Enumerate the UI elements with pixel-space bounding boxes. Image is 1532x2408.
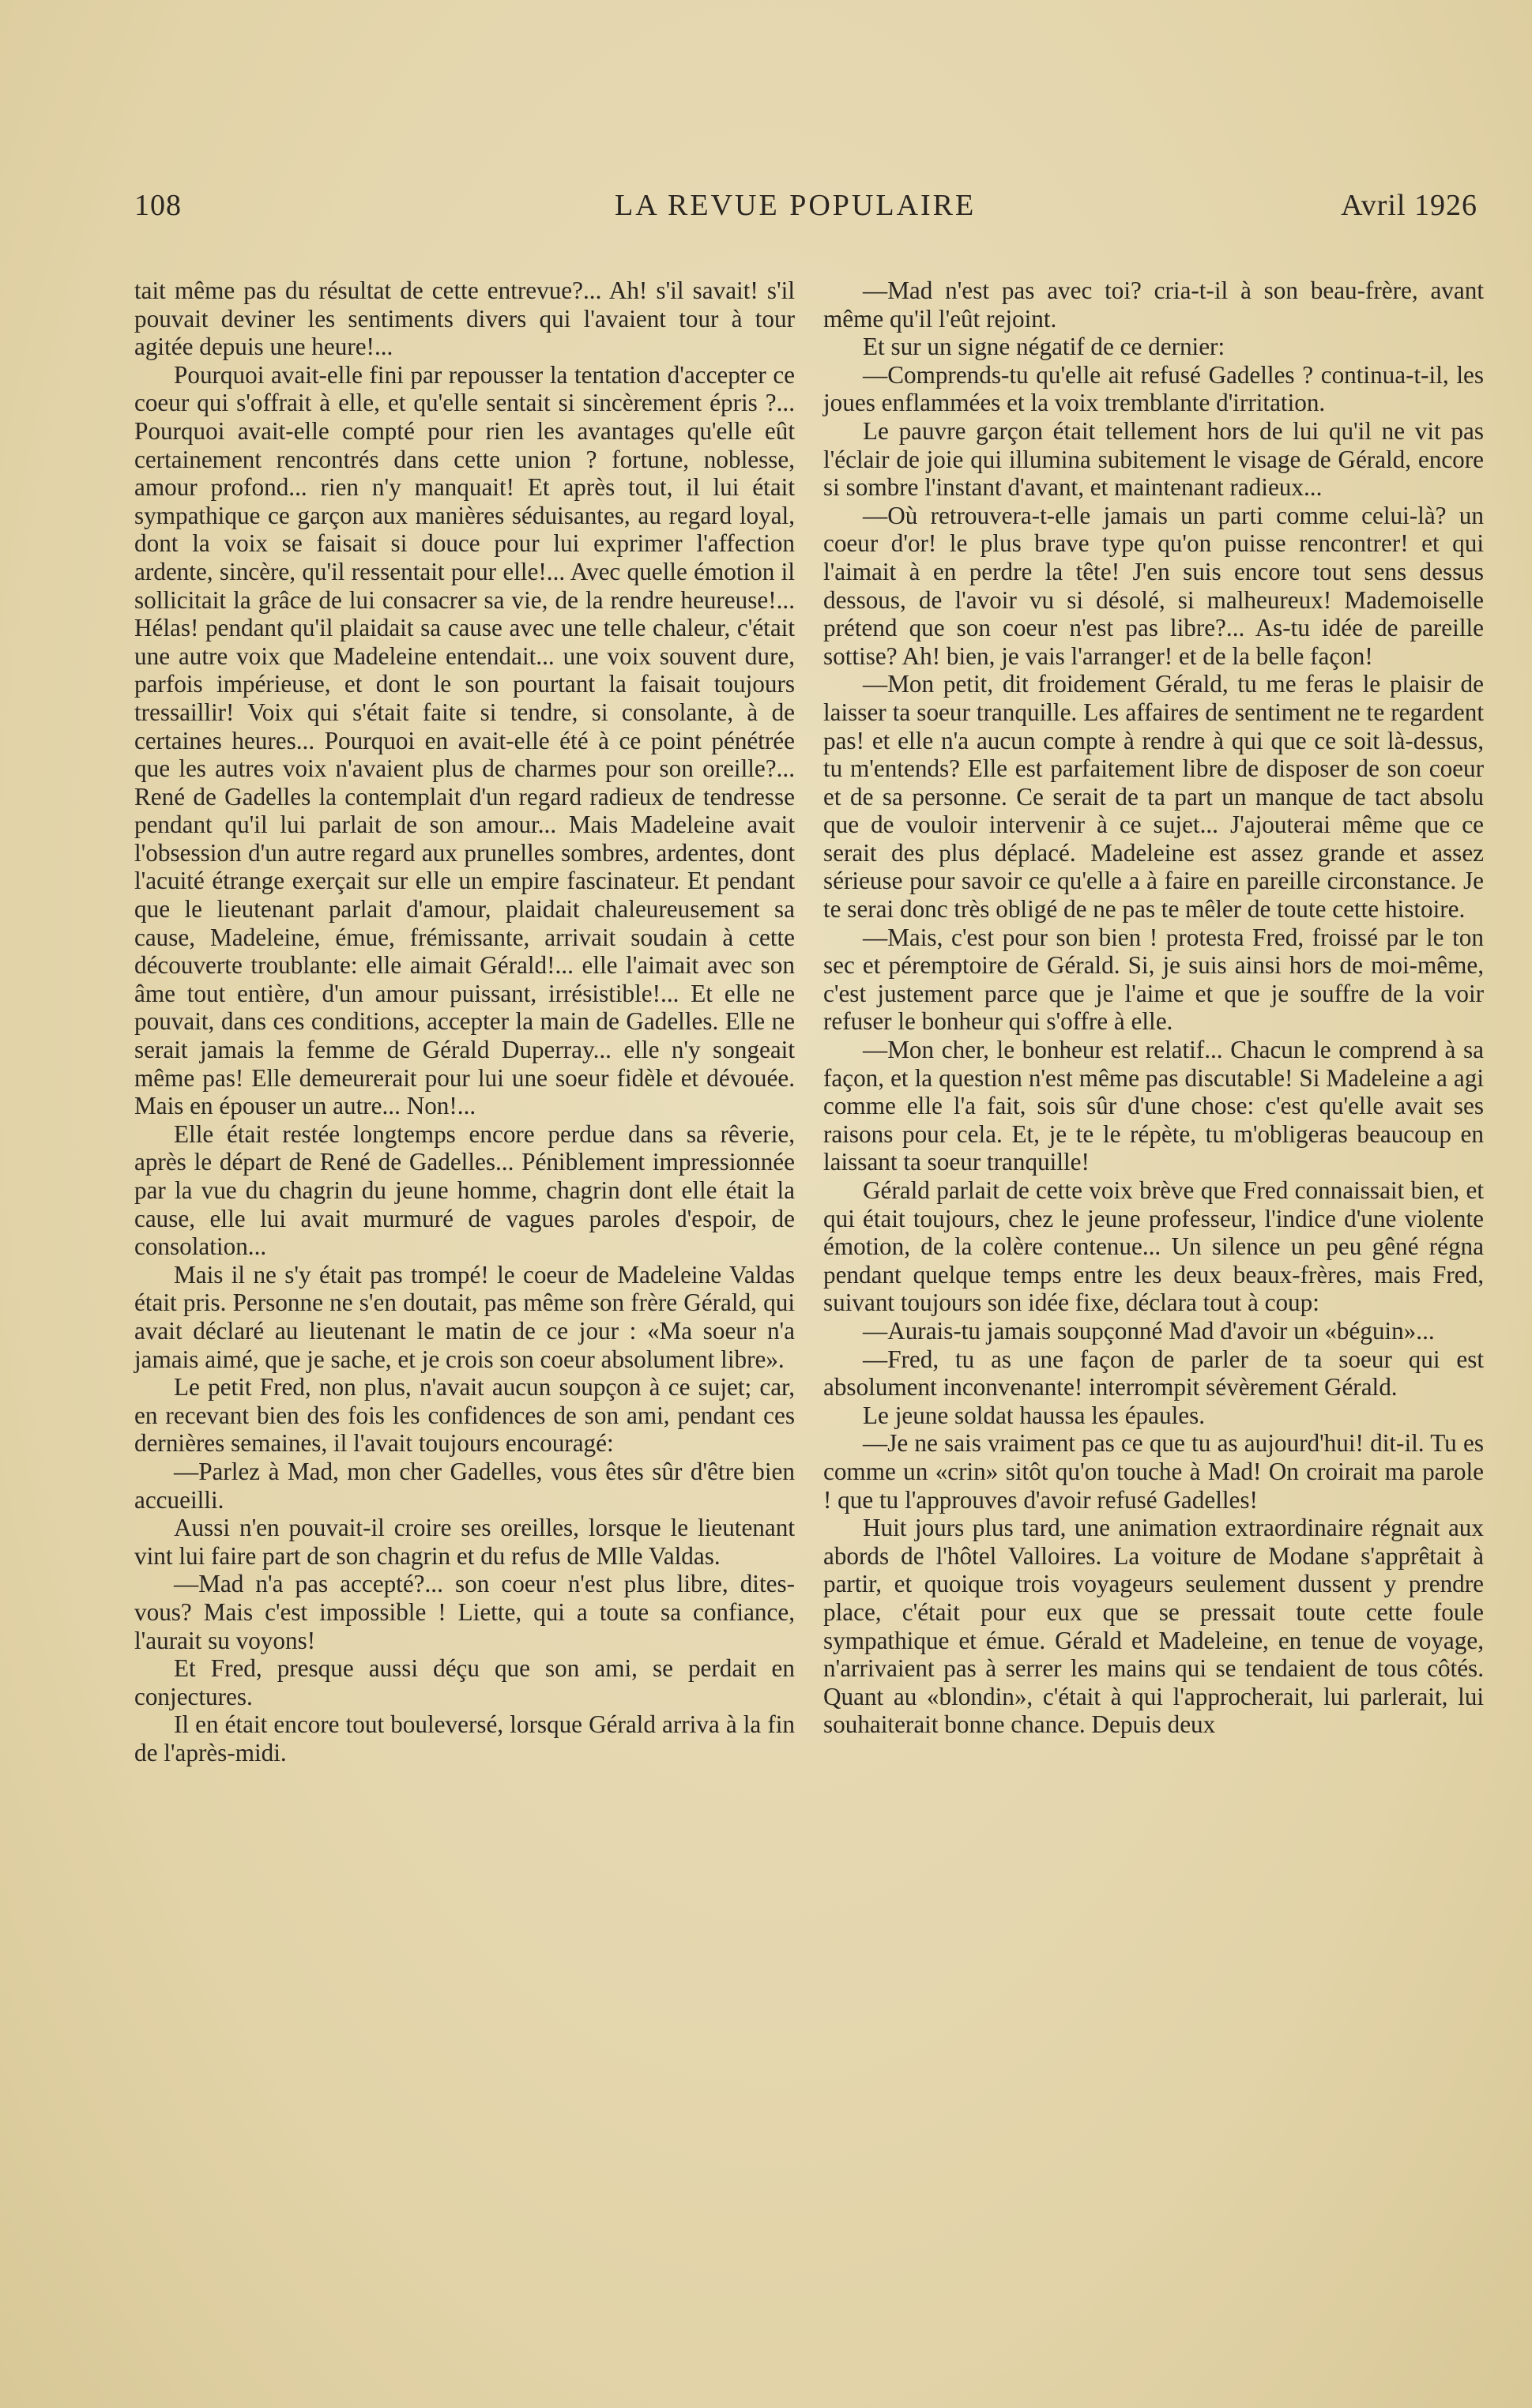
paragraph: Mais il ne s'y était pas trompé! le coeur de Madeleine Valdas était pris. Personne ne s'en doutait, pas même son frère Gérald, qui avait déclaré au lieutenant le matin de ce jour : «Ma soeur n'a jamais aimé, que je sache, et je crois son coeur absolument libre». bbox=[134, 1260, 795, 1373]
paragraph: —Mais, c'est pour son bien ! protesta Fred, froissé par le ton sec et péremptoire de Gérald. Si, je suis ainsi hors de moi-même, c'est justement parce que je l'aime et que je souffre de la voir refuser le bonheur qui s'offre à elle. bbox=[823, 923, 1484, 1036]
paragraph: Le jeune soldat haussa les épaules. bbox=[863, 1401, 1206, 1429]
paragraph: —Mad n'a pas accepté?... son coeur n'est plus libre, dites-vous? Mais c'est impossible ! Liette, qui a toute sa confiance, l'aurait su voyons! bbox=[134, 1570, 795, 1654]
left-column bbox=[134, 277, 795, 1766]
paragraph: Il en était encore tout bouleversé, lorsque Gérald arriva à la fin de l'après-midi. bbox=[134, 1710, 795, 1766]
right-column bbox=[823, 277, 1484, 1739]
paragraph: Le petit Fred, non plus, n'avait aucun soupçon à ce sujet; car, en recevant bien des fois les confidences de son ami, pendant ces dernières semaines, il l'avait toujours encouragé: bbox=[134, 1373, 795, 1458]
paragraph: Elle était restée longtemps encore perdue dans sa rêverie, après le départ de René de Gadelles... Péniblement impressionnée par la vue du chagrin du jeune homme, chagrin dont elle était la cause, elle lui avait murmuré de vagues paroles d'espoir, de consolation... bbox=[134, 1119, 795, 1261]
paragraph: Et Fred, presque aussi déçu que son ami, se perdait en conjectures. bbox=[134, 1654, 795, 1710]
paragraph: —Mon petit, dit froidement Gérald, tu me feras le plaisir de laisser ta soeur tranquille. Les affaires de sentiment ne te regardent pas! et elle n'a aucun compte à rendre à qui que ce soit là-dessus, tu m'entends? Elle est parfaitement libre de disposer de son coeur et de sa personne. Ce serait de ta part un manque de tact absolu que de vouloir intervenir à ce sujet... J'ajouterai même que ce serait des plus déplacé. Madeleine est assez grande et assez sérieuse pour savoir ce qu'elle a à faire en pareille circonstance. Je te serai donc très obligé de ne pas te mêler de toute cette histoire. bbox=[823, 670, 1484, 924]
paragraph: —Je ne sais vraiment pas ce que tu as aujourd'hui! dit-il. Tu es comme un «crin» sitôt qu'on touche à Mad! On croirait ma parole ! que tu l'approuves d'avoir refusé Gadelles! bbox=[823, 1429, 1484, 1514]
paragraph: Aussi n'en pouvait-il croire ses oreilles, lorsque le lieutenant vint lui faire part de son chagrin et du refus de Mlle Valdas. bbox=[134, 1514, 795, 1570]
paragraph: —Mon cher, le bonheur est relatif... Chacun le comprend à sa façon, et la question n'est même pas discutable! Si Madeleine a agi comme elle l'a fait, sois sûr d'une chose: c'est qu'elle avait ses raisons pour cela. Et, je te le répète, tu m'obligeras beaucoup en laissant ta soeur tranquille! bbox=[823, 1036, 1484, 1176]
issue-date: Avril 1926 bbox=[1341, 189, 1477, 222]
paragraph: —Comprends-tu qu'elle ait refusé Gadelles ? continua-t-il, les joues enflammées et la voix tremblante d'irritation. bbox=[823, 360, 1484, 417]
paragraph: —Mad n'est pas avec toi? cria-t-il à son beau-frère, avant même qu'il l'eût rejoint. bbox=[823, 277, 1484, 333]
paragraph: —Fred, tu as une façon de parler de ta soeur qui est absolument inconvenante! interrompit sévèrement Gérald. bbox=[823, 1345, 1484, 1402]
magazine-title: LA REVUE POPULAIRE bbox=[615, 189, 977, 222]
page-header bbox=[134, 188, 1477, 228]
paragraph: —Parlez à Mad, mon cher Gadelles, vous êtes sûr d'être bien accueilli. bbox=[134, 1457, 795, 1514]
page-number: 108 bbox=[134, 189, 182, 222]
paragraph: Le pauvre garçon était tellement hors de lui qu'il ne vit pas l'éclair de joie qui illumina subitement le visage de Gérald, encore si sombre l'instant d'avant, et maintenant radieux... bbox=[823, 416, 1484, 502]
paragraph: —Aurais-tu jamais soupçonné Mad d'avoir un «béguin»... bbox=[863, 1316, 1435, 1345]
paragraph: tait même pas du résultat de cette entrevue?... Ah! s'il savait! s'il pouvait deviner les sentiments divers qui l'avaient tour à tour agitée depuis une heure!... bbox=[134, 277, 795, 361]
paragraph: Pourquoi avait-elle fini par repousser la tentation d'accepter ce coeur qui s'offrait à elle, et qu'elle sentait si sincèrement épris ?... Pourquoi avait-elle compté pour rien les avantages qu'elle eût certainement rencontrés dans cette union ? fortune, noblesse, amour profond... rien n'y manquait! Et après tout, il lui était sympathique ce garçon aux manières séduisantes, au regard loyal, dont la voix se faisait si douce pour lui exprimer l'affection ardente, sincère, qu'il ressentait pour elle!... Avec quelle émotion il sollicitait la grâce de lui consacrer sa vie, de la rendre heureuse!... Hélas! pendant qu'il plaidait sa cause avec une telle chaleur, c'était une autre voix que Madeleine entendait... une voix souvent dure, parfois impérieuse, et dont le son pourtant la faisait toujours tressaillir! Voix qui s'était faite si tendre, si consolante, à de certaines heures... Pourquoi en avait-elle été à ce point pénétrée que les autres voix n'avaient plus de charmes pour son oreille?... René de Gadelles la contemplait d'un regard radieux de tendresse pendant qu'il lui parlait de son amour... Mais Madeleine avait l'obsession d'un autre regard aux prunelles sombres, ardentes, dont l'acuité étrange exerçait sur elle un empire fascinateur. Et pendant que le lieutenant parlait d'amour, plaidait chaleureusement sa cause, Madeleine, émue, frémissante, arrivait soudain à cette découverte troublante: elle aimait Gérald!... elle l'aimait avec son âme tout entière, d'un amour puissant, irrésistible!... Et elle ne pouvait, dans ces conditions, accepter la main de Gadelles. Elle ne serait jamais la femme de Gérald Duperray... elle n'y songeait même pas! Elle demeurerait pour lui une soeur fidèle et dévouée. Mais en épouser un autre... Non!... bbox=[134, 360, 795, 1120]
paragraph: Et sur un signe négatif de ce dernier: bbox=[863, 333, 1225, 361]
paragraph: —Où retrouvera-t-elle jamais un parti comme celui-là? un coeur d'or! le plus brave type qu'on puisse rencontrer! et qui l'aimait à en perdre la tête! J'en suis encore tout sens dessus dessous, de l'avoir vu si désolé, si malheureux! Mademoiselle prétend que son coeur n'est pas libre?... As-tu idée de pareille sottise? Ah! bien, je vais l'arranger! et de la belle façon! bbox=[823, 501, 1484, 670]
paragraph: Gérald parlait de cette voix brève que Fred connaissait bien, et qui était toujours, chez le jeune professeur, l'indice d'une violente émotion, de la colère contenue... Un silence un peu gêné régna pendant quelque temps entre les deux beaux-frères, mais Fred, suivant toujours son idée fixe, déclara tout à coup: bbox=[823, 1176, 1484, 1317]
paragraph: Huit jours plus tard, une animation extraordinaire régnait aux abords de l'hôtel Valloires. La voiture de Modane s'apprêtait à partir, et quoique trois voyageurs seulement dussent y prendre place, c'était pour eux que se pressait toute cette foule sympathique et émue. Gérald et Madeleine, en tenue de voyage, n'arrivaient pas à serrer les mains qui se tendaient de tous côtés. Quant au «blondin», c'était à qui l'approcherait, lui parlerait, lui souhaiterait bonne chance. Depuis deux bbox=[823, 1514, 1484, 1739]
